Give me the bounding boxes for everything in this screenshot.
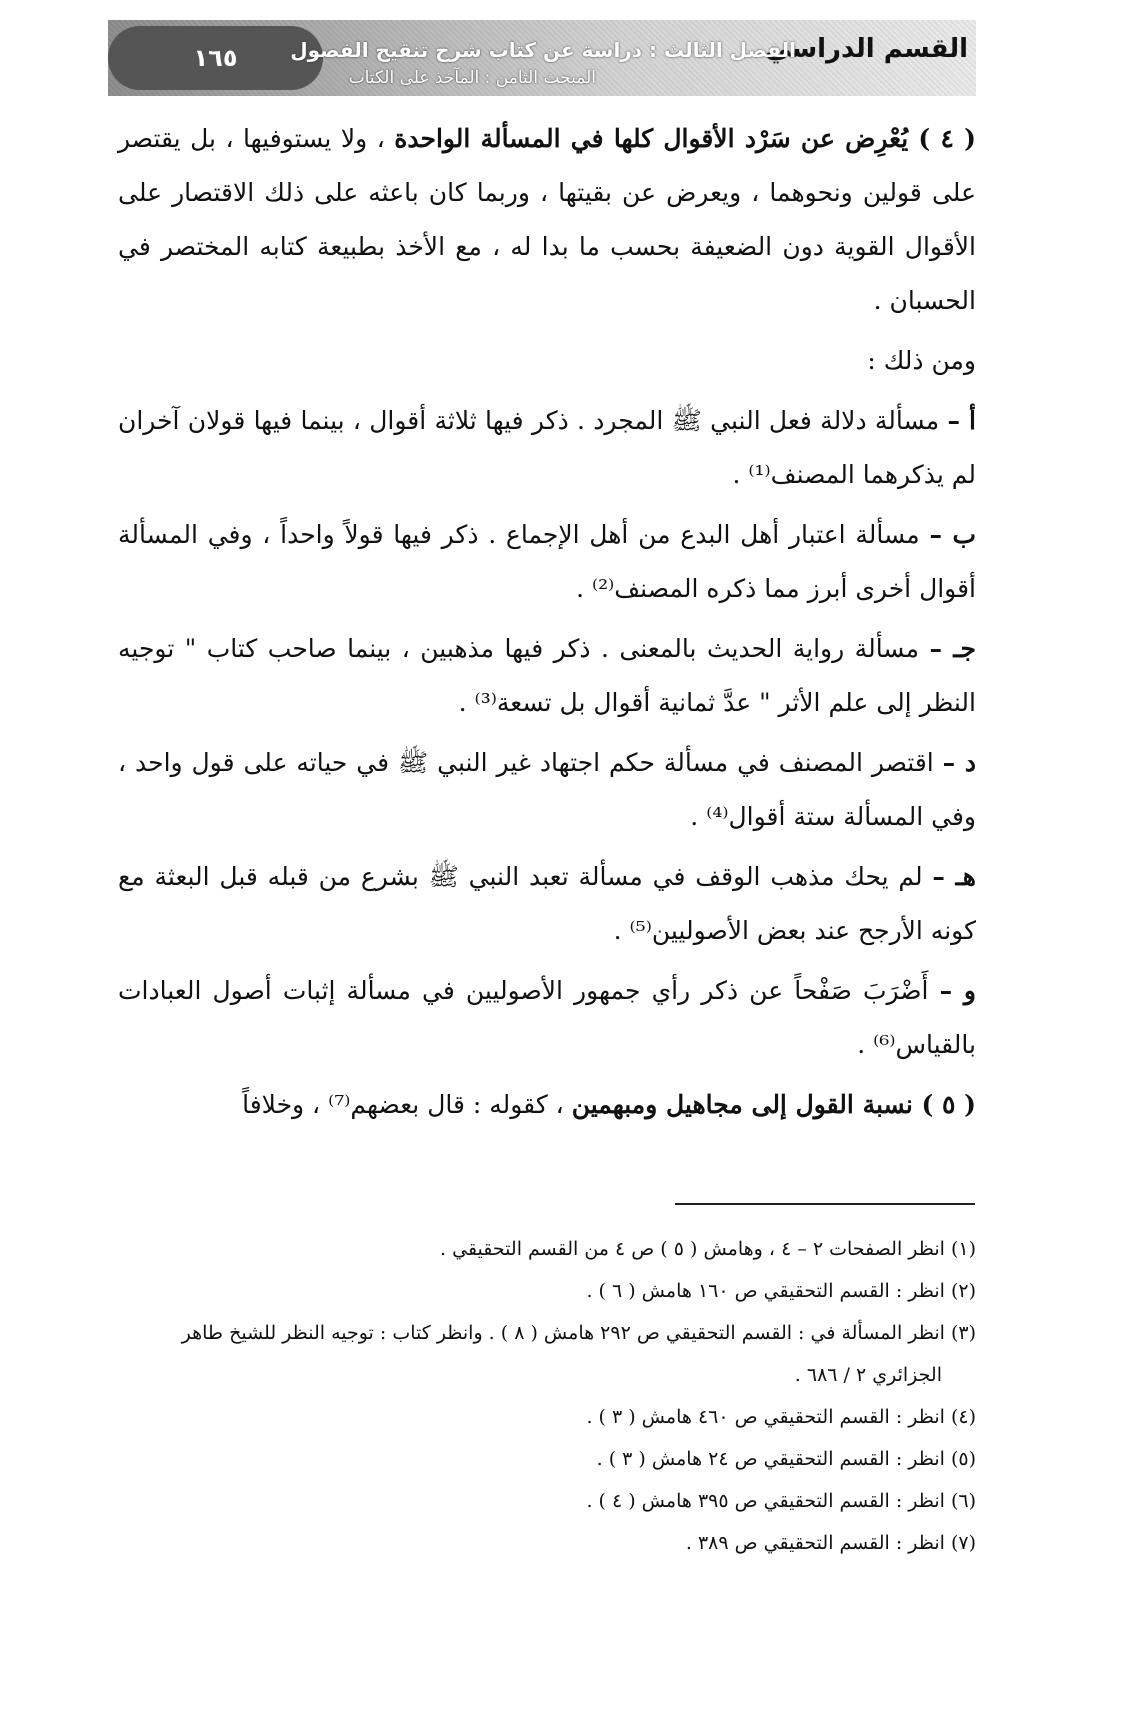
list-item-e	[118, 850, 976, 958]
paragraph-body: ومن ذلك :	[867, 346, 976, 375]
footnote: (٥) انظر : القسم التحقيقي ص ٢٤ هامش ( ٣ ) .	[596, 1448, 976, 1470]
footnote-continuation: الجزائري ٢ / ٦٨٦ .	[794, 1364, 942, 1386]
footnote: (١) انظر الصفحات ٢ – ٤ ، وهامش ( ٥ ) ص ٤ من القسم التحقيقي .	[440, 1238, 976, 1260]
paragraph-lead: ( ٤ ) يُعْرِض عن سَرْد الأقوال كلها في المسألة الواحدة	[394, 124, 976, 153]
header-chapter-title: الفصل الثالث : دراسة عن كتاب شرح تنقيح الفصول	[290, 38, 796, 62]
list-item-text: مسألة اعتبار أهل البدع من أهل الإجماع . ذكر فيها قولاً واحداً ، وفي المسألة أقوال أخرى أبرز مما ذكره المصنف⁽²⁾ .	[118, 520, 976, 603]
page-header	[108, 20, 976, 96]
list-item-f	[118, 964, 976, 1072]
list-item-c	[118, 622, 976, 730]
list-item-a	[118, 394, 976, 502]
list-item-b	[118, 508, 976, 616]
header-section-title: القسم الدراسي	[765, 34, 968, 64]
list-item-marker: و –	[939, 976, 977, 1005]
paragraph-4	[118, 112, 976, 328]
paragraph-5	[118, 1078, 976, 1132]
paragraph-intro	[118, 334, 976, 388]
paragraph-body: ، كقوله : قال بعضهم⁽⁷⁾ ، وخلافاً	[242, 1090, 564, 1119]
header-topic-title: المبحث الثامن : المآخذ على الكتاب	[348, 68, 596, 88]
footnote: (٣) انظر المسألة في : القسم التحقيقي ص ٢٩٢ هامش ( ٨ ) . وانظر كتاب : توجيه النظر للشيخ طاهر	[181, 1322, 976, 1344]
list-item-text: اقتصر المصنف في مسألة حكم اجتهاد غير النبي ﷺ في حياته على قول واحد ، وفي المسألة ستة أقوال⁽⁴⁾ .	[118, 748, 976, 831]
list-item-marker: جـ –	[929, 634, 977, 663]
list-item-d	[118, 736, 976, 844]
list-item-marker: هـ –	[932, 862, 976, 891]
footnote: (٧) انظر : القسم التحقيقي ص ٣٨٩ .	[685, 1532, 976, 1554]
footnotes	[118, 1228, 976, 1564]
list-item-text: مسألة دلالة فعل النبي ﷺ المجرد . ذكر فيها ثلاثة أقوال ، بينما فيها قولان آخران لم يذكرهما المصنف⁽¹⁾ .	[118, 406, 976, 489]
footnote: (٢) انظر : القسم التحقيقي ص ١٦٠ هامش ( ٦ ) .	[586, 1280, 976, 1302]
list-item-text: أَضْرَبَ صَفْحاً عن ذكر رأي جمهور الأصوليين في مسألة إثبات أصول العبادات بالقياس⁽⁶⁾ .	[118, 976, 976, 1059]
paragraph-lead: ( ٥ ) نسبة القول إلى مجاهيل ومبهمين	[571, 1090, 976, 1119]
list-item-text: لم يحك مذهب الوقف في مسألة تعبد النبي ﷺ بشرع من قبله قبل البعثة مع كونه الأرجح عند بعض الأصوليين⁽⁵⁾ .	[118, 862, 976, 945]
page-number: ١٦٥	[108, 26, 323, 90]
list-item-text: مسألة رواية الحديث بالمعنى . ذكر فيها مذهبين ، بينما صاحب كتاب " توجيه النظر إلى علم الأثر " عدَّ ثمانية أقوال بل تسعة⁽³⁾ .	[118, 634, 976, 717]
list-item-marker: ب –	[929, 520, 976, 549]
list-item-marker: د –	[942, 748, 976, 777]
list-item-marker: أ –	[947, 406, 976, 435]
footnote: (٦) انظر : القسم التحقيقي ص ٣٩٥ هامش ( ٤ ) .	[586, 1490, 976, 1512]
main-text	[118, 112, 976, 1138]
footnote-divider	[675, 1203, 975, 1205]
footnote: (٤) انظر : القسم التحقيقي ص ٤٦٠ هامش ( ٣ ) .	[586, 1406, 976, 1428]
paragraph-body: ، ولا يستوفيها ، بل يقتصر على قولين ونحوهما ، ويعرض عن بقيتها ، وربما كان باعثه على ذلك الاقتصار على الأقوال القوية دون الضعيفة بحسب ما بدا له ، مع الأخذ بطبيعة كتابه المختصر في الحسبان .	[118, 124, 976, 315]
